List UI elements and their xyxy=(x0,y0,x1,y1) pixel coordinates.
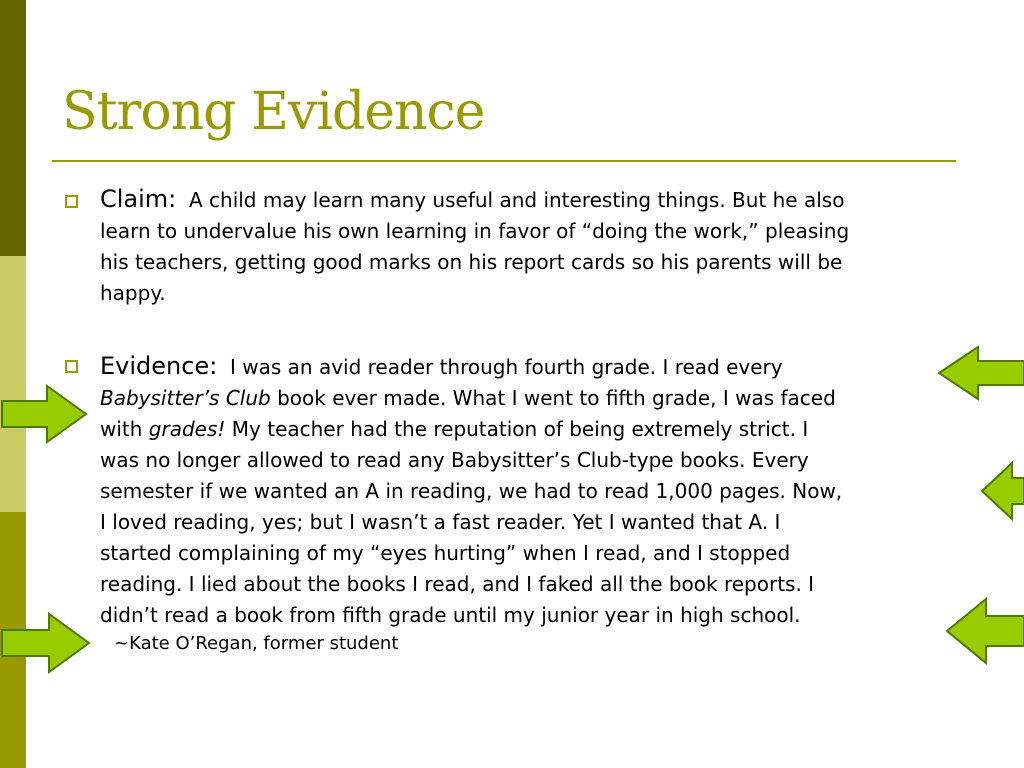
evidence-line xyxy=(100,351,980,383)
claim-line: his teachers, getting good marks on his report cards so his parents will be xyxy=(100,250,843,274)
evidence-text: with xyxy=(100,417,149,441)
emphasis-grades: grades! xyxy=(148,417,226,441)
side-bar-segment-dark xyxy=(0,0,26,256)
claim-paragraph xyxy=(100,184,980,309)
claim-text: A child may learn many useful and interesting things. But he also xyxy=(188,188,845,212)
title-divider xyxy=(52,160,956,162)
claim-line: learn to undervalue his own learning in favor of “doing the work,” pleasing xyxy=(100,219,850,243)
evidence-bullet-icon xyxy=(65,360,78,373)
claim-label: Claim: xyxy=(100,185,177,213)
evidence-text: My teacher had the reputation of being extremely strict. I xyxy=(225,417,809,441)
evidence-line xyxy=(100,414,980,445)
evidence-line: I loved reading, yes; but I wasn’t a fast reader. Yet I wanted that A. I xyxy=(100,510,781,534)
left-arrow-icon xyxy=(936,345,1024,401)
evidence-text: I was an avid reader through fourth grade. I read every xyxy=(230,355,783,379)
right-arrow-icon xyxy=(0,384,90,444)
evidence-paragraph xyxy=(100,351,980,631)
evidence-line: reading. I lied about the books I read, and I faked all the book reports. I xyxy=(100,572,815,596)
book-title: Babysitter’s Club xyxy=(100,386,271,410)
evidence-line: was no longer allowed to read any Babysitter’s Club-type books. Every xyxy=(100,448,809,472)
claim-bullet-icon xyxy=(65,195,78,208)
slide-title: Strong Evidence xyxy=(62,82,485,142)
attribution: ~Kate O’Regan, former student xyxy=(114,633,399,654)
left-arrow-icon xyxy=(944,596,1024,666)
left-arrow-icon xyxy=(980,460,1024,522)
claim-line xyxy=(100,184,980,216)
evidence-line: semester if we wanted an A in reading, we had to read 1,000 pages. Now, xyxy=(100,479,843,503)
evidence-line: started complaining of my “eyes hurting” when I read, and I stopped xyxy=(100,541,791,565)
right-arrow-icon xyxy=(0,612,92,674)
claim-line: happy. xyxy=(100,281,166,305)
evidence-label: Evidence: xyxy=(100,352,218,380)
evidence-text: book ever made. What I went to fifth grade, I was faced xyxy=(270,386,836,410)
evidence-line: didn’t read a book from fifth grade until my junior year in high school. xyxy=(100,603,801,627)
evidence-line xyxy=(100,383,980,414)
